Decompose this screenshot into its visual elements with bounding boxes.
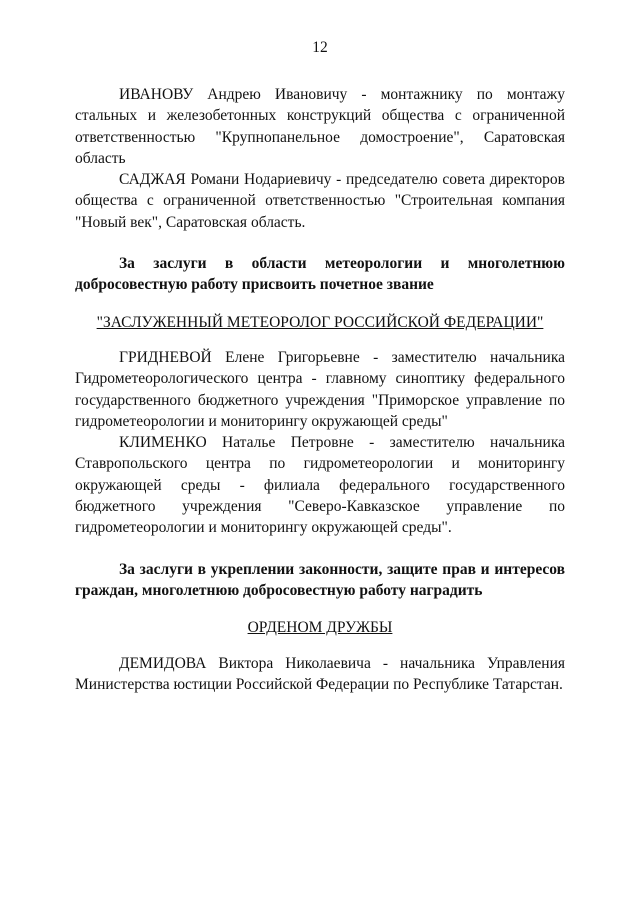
spacer	[75, 539, 565, 559]
award-title: ОРДЕНОМ ДРУЖБЫ	[247, 619, 393, 637]
award-entry: ДЕМИДОВА Виктора Николаевича - начальника Управления Министерства юстиции Российской Федерации по Республике Татарстан.	[75, 654, 565, 693]
spacer	[75, 639, 565, 653]
document-body	[75, 84, 565, 695]
spacer	[75, 233, 565, 253]
award-entry: ГРИДНЕВОЙ Елене Григорьевне - заместителю начальника Гидрометеорологического центра - главному синоптику федерального государственного бюджетного учреждения "Приморское управление по гидрометеорологии и мониторингу окружающей среды"	[75, 348, 565, 430]
spacer	[75, 333, 565, 347]
page-number: 12	[312, 39, 328, 56]
section-intro: За заслуги в укреплении законности, защите прав и интересов граждан, многолетнюю добросовестную работу наградить	[75, 560, 565, 599]
section-intro: За заслуги в области метеорологии и многолетнюю добросовестную работу присвоить почетное звание	[75, 255, 565, 294]
award-entry: КЛИМЕНКО Наталье Петровне - заместителю начальника Ставропольского центра по гидрометеорологии и мониторингу окружающей среды - филиала федерального государственного бюджетного учреждения "Северо-Кавказское управление по гидрометеорологии и мониторингу окружающей среды".	[75, 434, 565, 537]
award-title: "ЗАСЛУЖЕННЫЙ МЕТЕОРОЛОГ РОССИЙСКОЙ ФЕДЕРАЦИИ"	[96, 313, 544, 331]
award-entry: ИВАНОВУ Андрею Ивановичу - монтажнику по монтажу стальных и железобетонных конструкций общества с ограниченной ответственностью "Крупнопанельное домостроение", Саратовская область	[75, 86, 565, 167]
award-entry: САДЖАЯ Романи Нодариевичу - председателю совета директоров общества с ограниченной ответственностью "Строительная компания "Новый век", Саратовская область.	[75, 171, 565, 231]
